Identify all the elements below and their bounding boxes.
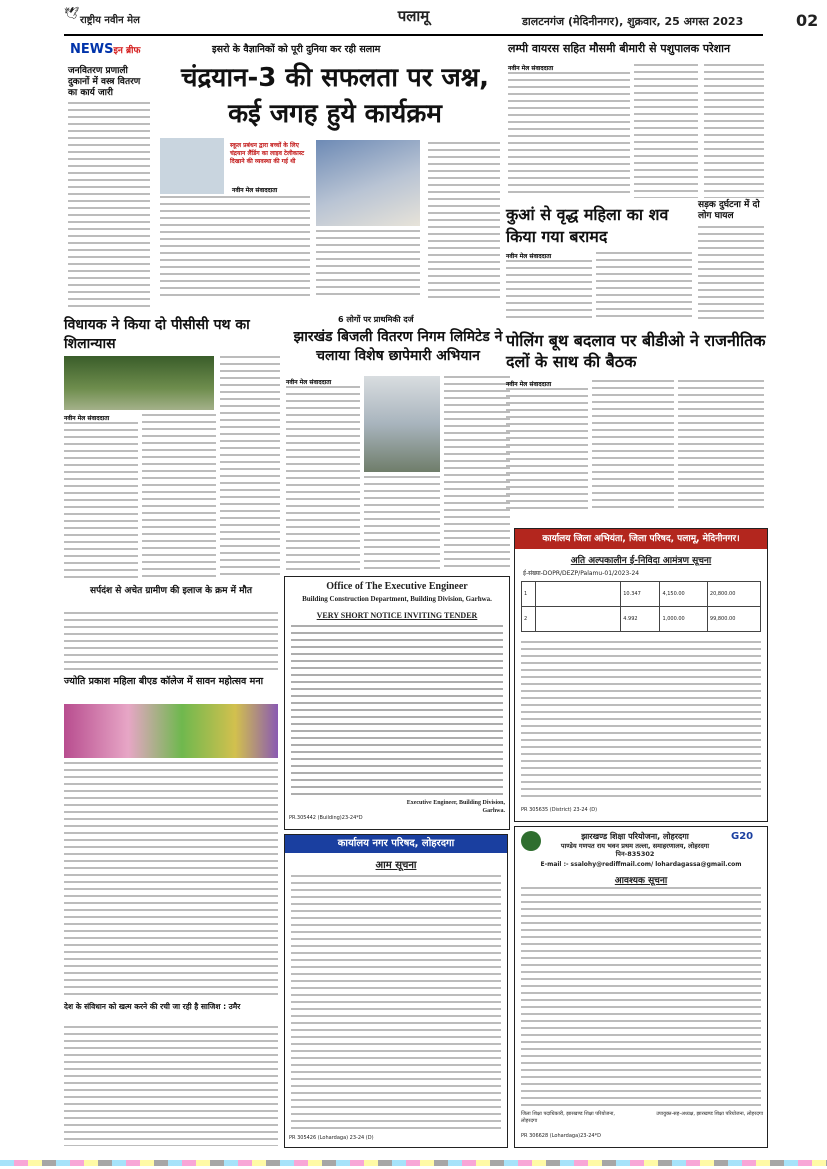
zila-ad-subtitle: अति अल्पकालीन ई-निविदा आमंत्रण सूचना — [570, 556, 712, 566]
zila-ad-body — [521, 641, 761, 801]
jharkhand-ad-subtitle: पाण्डेय गणपत राय भवन प्रथम तल्ला, समाहरणालय, लोहरदगा पिन-835302 — [560, 842, 710, 858]
electricity-body-2 — [364, 476, 440, 570]
booth-story-byline: नवीन मेल संवाददाता — [506, 381, 552, 388]
tender-office-sub: Building Construction Department, Building Division, Garhwa. — [302, 595, 492, 603]
lead-photo-students — [316, 140, 420, 226]
row-sl: 2 — [522, 607, 536, 632]
well-story-headline: कुआं से वृद्ध महिला का शव किया गया बरामद — [506, 205, 669, 246]
brief-body-1 — [68, 102, 150, 307]
jharkhand-ad-pr-no: PR 306628 (Lohardaga)23-24*D — [521, 1133, 601, 1139]
lead-photo-small — [160, 138, 224, 194]
booth-story-body-1 — [506, 388, 588, 512]
lead-body-2 — [316, 230, 420, 300]
zila-ad — [514, 528, 768, 822]
tender-notice-title: VERY SHORT NOTICE INVITING TENDER — [316, 611, 478, 620]
snake-story-headline: सर्पदंश से अचेत ग्रामीण की इलाज के क्रम में मौत — [90, 586, 252, 596]
row-cost: 4,150.00 — [660, 582, 707, 607]
jharkhand-ad — [514, 826, 768, 1148]
right-top-headline: लम्पी वायरस सहित मौसमी बीमारी से पशुपालक परेशान — [508, 42, 731, 55]
zila-ad-title: कार्यालय जिला अभियंता, जिला परिषद, पलामू, मेदिनीनगर। — [515, 529, 767, 549]
right-top-body-1 — [508, 72, 630, 198]
news-brief-label: NEWSइन ब्रीफ — [70, 42, 141, 57]
table-row — [522, 582, 761, 607]
masthead — [0, 0, 827, 38]
g20-badge: G20 — [731, 831, 754, 842]
tender-pr-no: PR.305442 (Building)23-24*D — [289, 815, 363, 821]
nagar-ad — [284, 834, 508, 1148]
mla-story-body-3 — [220, 356, 280, 580]
jharkhand-ad-email: E-mail :- ssalohy@rediffmail.com/ lohardagassa@gmail.com — [540, 861, 742, 868]
electricity-photo — [364, 376, 440, 472]
row-amount: 10.347 — [621, 582, 660, 607]
right-top-byline: नवीन मेल संवाददाता — [508, 65, 554, 72]
zila-ad-ref: ई-संख्या-DOPR/DEZP/Palamu-01/2023-24 — [523, 570, 640, 577]
row-emd: 99,800.00 — [707, 607, 760, 632]
table-row — [522, 607, 761, 632]
booth-story-headline: पोलिंग बूथ बदलाव पर बीडीओ ने राजनीतिक दलों के साथ की बैठक — [506, 331, 766, 371]
dateline: डालटनगंज (मेदिनीनगर), शुक्रवार, 25 अगस्त 2023 — [522, 15, 744, 28]
row-amount: 4.992 — [621, 607, 660, 632]
electricity-headline: झारखंड बिजली वितरण निगम लिमिटेड ने चलाया विशेष छापेमारी अभियान — [293, 329, 503, 364]
row-emd: 20,800.00 — [707, 582, 760, 607]
well-story-byline: नवीन मेल संवाददाता — [506, 253, 552, 260]
tender-signature: Executive Engineer, Building Division, Garhwa. — [406, 800, 505, 814]
constitution-story-headline: देश के संविधान को खत्म करने की रची जा रही है साजिश : उमैर — [64, 1002, 241, 1011]
well-story-body-2 — [596, 252, 692, 320]
college-story-body — [64, 762, 278, 998]
constitution-story-body — [64, 1026, 278, 1146]
electricity-byline: नवीन मेल संवाददाता — [286, 379, 332, 386]
nagar-ad-subtitle: आम सूचना — [375, 860, 417, 871]
lead-byline: नवीन मेल संवाददाता — [232, 187, 278, 194]
jharkhand-ad-footer-right: उपायुक्त-सह-अध्यक्ष, झारखण्ड शिक्षा परियोजना, लोहरदगा — [656, 1111, 763, 1117]
college-story-photo — [64, 704, 278, 758]
registration-strip — [0, 1158, 827, 1169]
nagar-ad-body — [291, 875, 501, 1129]
right-top-body-2 — [634, 64, 698, 198]
lead-headline: चंद्रयान-3 की सफलता पर जश्न, कई जगह हुये कार्यक्रम — [180, 63, 490, 129]
mla-story-body-1 — [64, 422, 138, 580]
electricity-body-1 — [286, 386, 360, 570]
nagar-ad-pr-no: PR 305426 (Lohardaga) 23-24 (D) — [289, 1135, 374, 1141]
accident-story-headline: सड़क दुर्घटना में दो लोग घायल — [698, 200, 760, 221]
section-title: पलामू — [397, 7, 430, 25]
mla-story-photo — [64, 356, 214, 410]
row-cost: 1,000.00 — [660, 607, 707, 632]
well-story-body-1 — [506, 260, 592, 320]
brief-headline-1: जनवितरण प्रणाली दुकानों में वस्त्र वितरण का कार्य जारी — [68, 66, 141, 98]
jharkhand-ad-footer-left: जिला शिक्षा पदाधिकारी, झारखण्ड शिक्षा परियोजना, लोहरदगा — [521, 1111, 616, 1124]
masthead-rule — [64, 34, 763, 36]
row-sl: 1 — [522, 582, 536, 607]
page-number: 02 — [796, 11, 819, 30]
zila-ad-table — [521, 581, 761, 632]
college-story-headline: ज्योति प्रकाश महिला बीएड कॉलेज में सावन महोत्सव मना — [64, 676, 264, 687]
brand-name: राष्ट्रीय नवीन मेल — [80, 15, 140, 26]
nagar-ad-title: कार्यालय नगर परिषद, लोहरदगा — [285, 835, 507, 853]
lead-kicker: इसरो के वैज्ञानिकों को पूरी दुनिया कर रही सलाम — [212, 44, 381, 55]
mla-story-body-2 — [142, 414, 216, 580]
jharkhand-ad-title: झारखण्ड शिक्षा परियोजना, लोहरदगा — [581, 832, 689, 841]
mla-story-byline: नवीन मेल संवाददाता — [64, 415, 110, 422]
booth-story-body-3 — [678, 380, 764, 512]
snake-story-body — [64, 612, 278, 670]
zila-ad-pr-no: PR 305635 (District) 23-24 (D) — [521, 807, 598, 813]
electricity-body-3 — [444, 376, 510, 570]
lead-photo-caption: स्कूल प्रबंधन द्वारा बच्चों के लिए चंद्रयान लैंडिंग का लाइव टेलीकास्ट दिखाने की व्यवस्था की गई थी — [230, 142, 305, 165]
accident-story-body — [698, 226, 764, 320]
emblem-icon — [521, 831, 541, 851]
tender-body — [291, 625, 503, 795]
right-top-body-3 — [704, 64, 764, 198]
tender-office: Office of The Executive Engineer — [326, 581, 468, 592]
lead-body-3 — [428, 142, 500, 300]
fir-kicker: 6 लोगों पर प्राथमिकी दर्ज — [338, 315, 414, 324]
jharkhand-ad-body — [521, 887, 761, 1107]
mla-story-headline: विधायक ने किया दो पीसीसी पथ का शिलान्यास — [64, 317, 250, 352]
booth-story-body-2 — [592, 380, 674, 512]
tender-ad — [284, 576, 510, 830]
jharkhand-ad-notice-heading: आवश्यक सूचना — [614, 876, 668, 886]
lead-body-1 — [160, 196, 310, 300]
bird-logo-icon: 🕊 — [64, 6, 80, 20]
